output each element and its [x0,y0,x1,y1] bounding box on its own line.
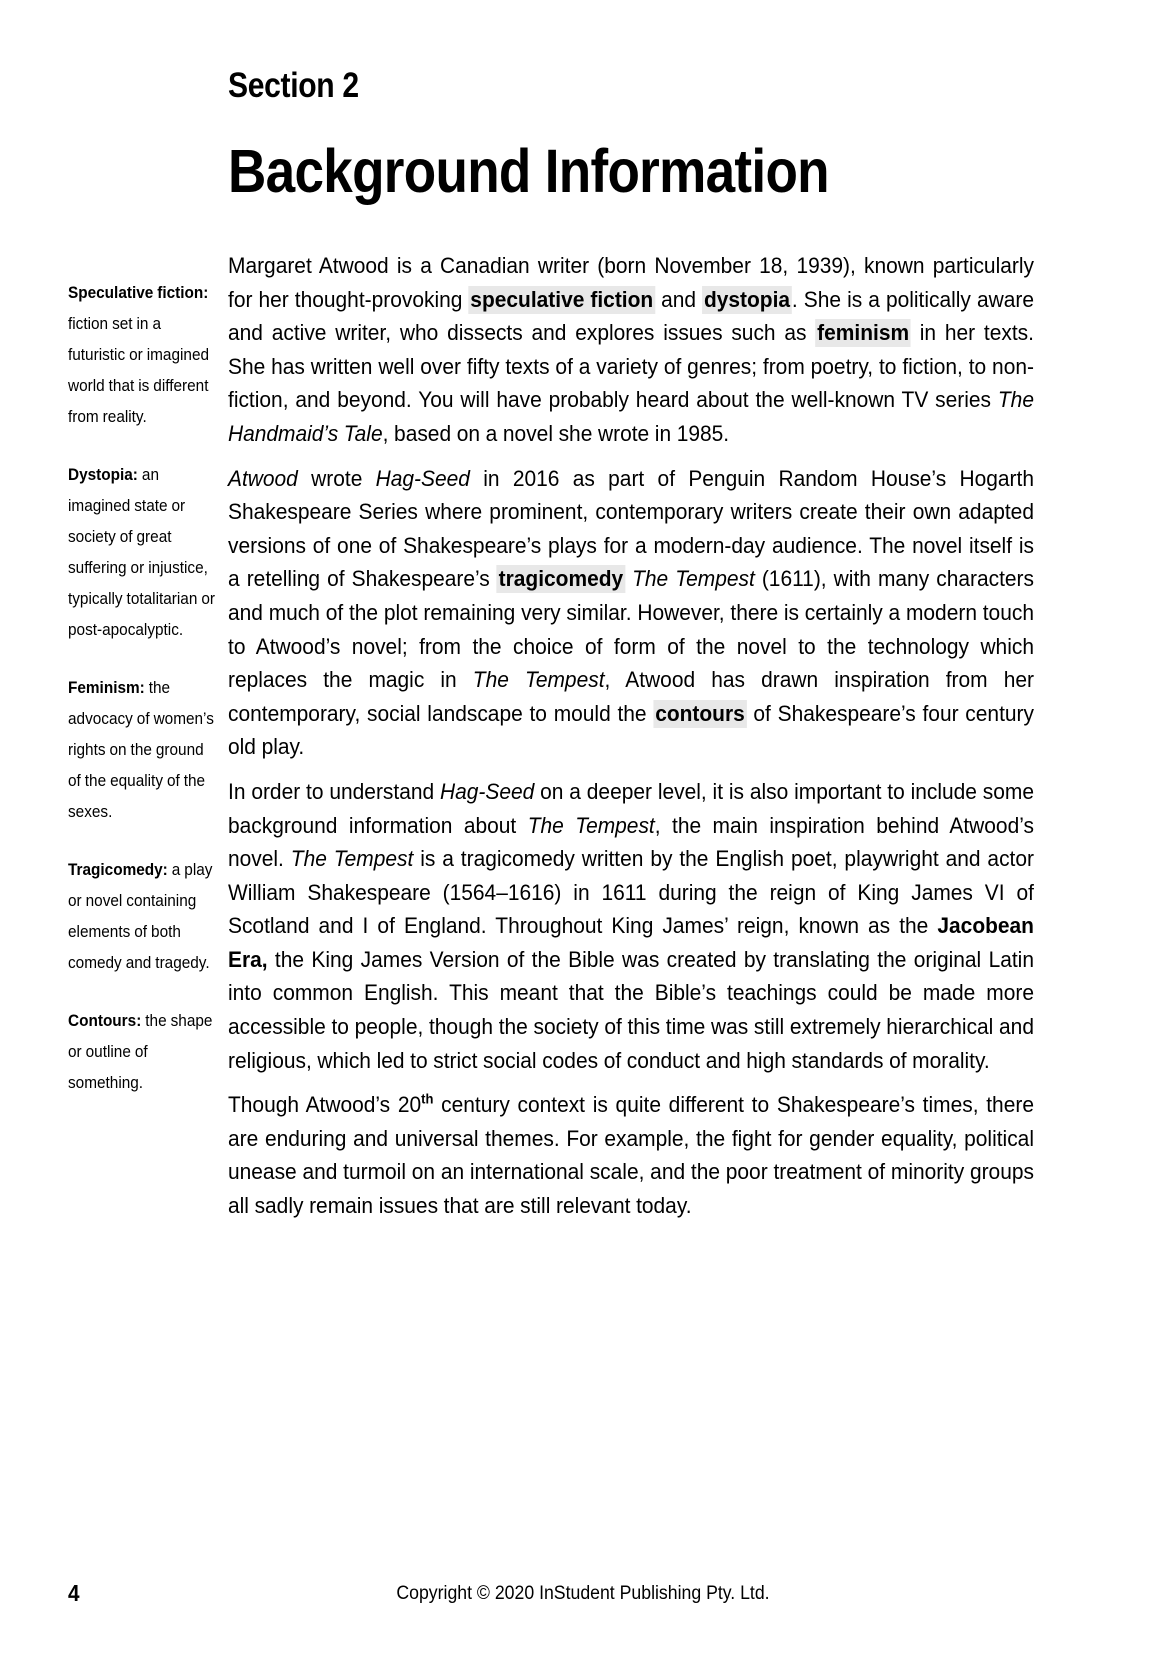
highlight-dystopia: dystopia [703,286,791,312]
title-handmaids-tale: The Handmaid’s Tale [228,387,1034,446]
highlight-tragicomedy: tragicomedy [498,566,624,592]
title-hag-seed: Hag-Seed [439,778,535,804]
text-run: , Atwood has drawn inspiration from her contemporary, social landscape to mould the [228,667,1034,726]
emphasis-atwood: Atwood [228,465,298,491]
page-title: Background Information [228,137,829,205]
glossary-definition: an imagined state or society of great suffering or injustice, typically totalitarian or post-apocalyptic. [68,466,215,639]
glossary-term: Tragicomedy: [68,861,168,879]
copyright-notice: Copyright © 2020 InStudent Publishing Pty. Ltd. [396,1583,770,1604]
ordinal-suffix: th [421,1090,434,1107]
glossary-item-dystopia [68,460,218,646]
title-the-tempest: The Tempest [472,667,605,693]
section-label: Section 2 [228,66,359,105]
text-run: of Shakespeare’s four century old play. [228,700,1034,760]
title-the-tempest: The Tempest [527,812,655,838]
text-run: in 2016 as part of Penguin Random House’s Hogarth Shakespeare Series where prominent, contemporary writers create their own adapted versions of one of Shakespeare’s plays for a modern-day audience. The novel itself is a retelling of Shakespeare’s [228,465,1034,592]
paragraph-2 [228,462,1034,764]
title-the-tempest: The Tempest [290,846,414,872]
highlight-feminism: feminism [817,320,910,346]
glossary-definition: the advocacy of women’s rights on the ground of the equality of the sexes. [68,679,214,821]
paragraph-3 [228,775,1034,1077]
bold-jacobean-era: Jacobean Era, [228,913,1034,972]
glossary-item-speculative-fiction [68,278,218,433]
text-run: , based on a novel she wrote in 1985. [382,420,730,446]
text-run: century context is quite different to Shakespeare’s times, there are enduring and universal themes. For example, the fight for gender equality, political unease and turmoil on an international scale, and the poor treatment of minority groups all sadly remain issues that are still relevant today. [228,1092,1034,1219]
body-text-column [228,249,1034,1223]
glossary-definition: the shape or outline of something. [68,1012,213,1092]
text-run: the King James Version of the Bible was created by translating the original Latin into common English. This meant that the Bible’s teachings could be made more accessible to people, though the society of this time was still extremely hierarchical and religious, which led to strict social codes of conduct and high standards of morality. [228,946,1034,1073]
text-run: is a tragicomedy written by the English poet, playwright and actor William Shakespeare (1564–1616) in 1611 during the reign of King James VI of Scotland and I of England. Throughout King James’ reign, known as the [228,846,1034,939]
paragraph-1 [228,249,1034,451]
title-hag-seed: Hag-Seed [375,465,470,491]
glossary-definition: fiction set in a futuristic or imagined world that is different from reality. [68,315,210,426]
text-run: . She is a politically aware and active writer, who dissects and explores issues such as [228,286,1034,346]
text-run: wrote [297,465,376,491]
glossary-item-feminism [68,673,218,828]
text-run: Margaret Atwood is a Canadian writer (born November 18, 1939), known particularly for her thought-provoking [228,253,1034,312]
text-run: on a deeper level, it is also important to include some background information about [228,778,1034,838]
glossary-term: Speculative fiction: [68,284,209,302]
glossary-term: Dystopia: [68,466,138,484]
text-run: , the main inspiration behind Atwood’s novel. [228,812,1034,872]
glossary-sidebar [68,278,218,1099]
text-run: in her texts. She has written well over fifty texts of a variety of genres; from poetry, to fiction, to non-fiction, and beyond. You will have probably heard about the well-known TV series [228,320,1034,413]
text-run: (1611), with many characters and much of the plot remaining very similar. However, there is certainly a modern touch to Atwood’s novel; from the choice of form of the novel to the technology which replaces the magic in [228,566,1034,693]
text-run: Though Atwood’s 20 [228,1092,422,1118]
glossary-term: Feminism: [68,679,145,697]
highlight-contours: contours [655,700,745,726]
paragraph-4 [228,1088,1034,1222]
title-the-tempest: The Tempest [632,566,755,592]
page-footer [0,1580,1166,1620]
page-number: 4 [68,1580,80,1606]
glossary-definition: a play or novel containing elements of both comedy and tragedy. [68,861,213,972]
highlight-speculative-fiction: speculative fiction [470,286,654,312]
glossary-term: Contours: [68,1012,142,1030]
text-run: In order to understand [228,778,440,804]
glossary-item-contours [68,1006,218,1099]
text-run: and [655,286,703,312]
glossary-item-tragicomedy [68,855,218,979]
